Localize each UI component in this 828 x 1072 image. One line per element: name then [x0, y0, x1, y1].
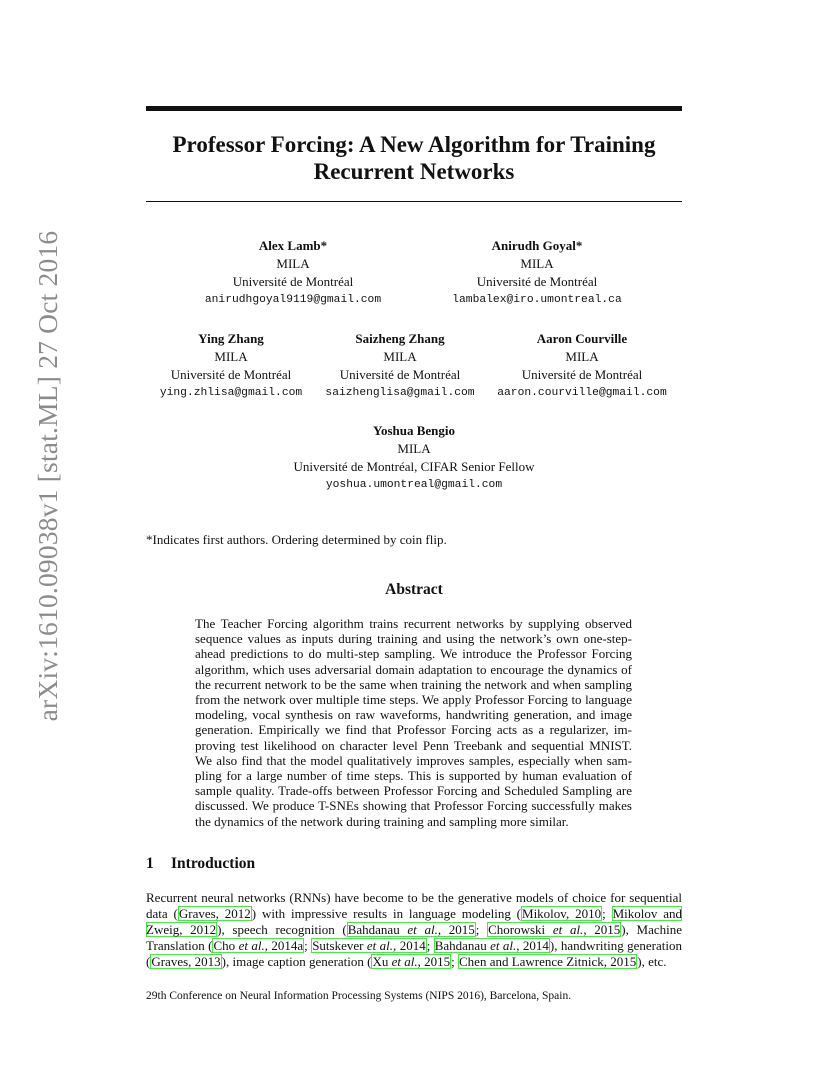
author-name: Yoshua Bengio: [373, 423, 455, 438]
author-block: [146, 330, 316, 402]
author-name: Alex Lamb*: [258, 238, 328, 253]
author-email[interactable]: aaron.courville@gmail.com: [497, 387, 667, 399]
citation-link[interactable]: Graves, 2013: [151, 954, 221, 969]
author-affiliation: MILA: [565, 349, 599, 364]
author-name: Aaron Courville: [536, 331, 628, 346]
body-text: ;: [475, 922, 488, 937]
body-text: ), image caption generation (: [221, 954, 372, 969]
body-text: ;: [602, 906, 612, 921]
section-heading: [146, 855, 255, 873]
body-text: ), speech recognition (: [217, 922, 347, 937]
title-bottom-rule: [146, 201, 682, 202]
author-affiliation: MILA: [520, 256, 554, 271]
first-author-note: *Indicates first authors. Ordering determined by coin flip.: [146, 532, 447, 547]
intro-paragraph: [146, 890, 682, 970]
author-block: [492, 330, 672, 402]
abstract-line: ahead predictions to do multi-step sampling. We introduce the Professor Forcing: [195, 646, 632, 662]
abstract-line: sample quality. Trade-offs between Professor Forcing and Scheduled Sampling are: [195, 783, 632, 799]
abstract-line: modeling, vocal synthesis on raw waveforms, handwriting generation, and image: [195, 707, 632, 723]
body-text: ), Machine Translation (: [146, 922, 683, 953]
author-email[interactable]: lambalex@iro.umontreal.ca: [452, 294, 622, 306]
author-institution: Université de Montréal: [476, 274, 598, 289]
abstract-line: sequence values as inputs during training and using the network’s own one-step-: [195, 631, 632, 647]
body-text: ) with impressive results in language modeling (: [251, 906, 522, 921]
citation-link[interactable]: Xu et al., 2015: [372, 954, 451, 969]
author-name: Saizheng Zhang: [355, 331, 445, 346]
abstract-heading: Abstract: [385, 581, 443, 598]
author-name: Ying Zhang: [198, 331, 264, 346]
abstract-line: discussed. We produce T-SNEs showing that Professor Forcing successfully makes: [195, 798, 632, 814]
paper-title: Professor Forcing: A New Algorithm for Training Recurrent Networks: [172, 132, 656, 184]
author-affiliation: MILA: [214, 349, 248, 364]
author-institution: Université de Montréal: [521, 367, 643, 382]
citation-link[interactable]: Mikolov, 2010: [522, 906, 602, 921]
abstract-line: the dynamics of the network during training and sampling more similar.: [195, 813, 569, 829]
citation-link[interactable]: Chen and Lawrence Zitnick, 2015: [459, 954, 637, 969]
author-block: [193, 237, 393, 309]
citation-link[interactable]: Sutskever et al., 2014: [312, 938, 426, 953]
body-text: ;: [304, 938, 312, 953]
author-email[interactable]: anirudhgoyal9119@gmail.com: [204, 294, 382, 306]
author-email[interactable]: saizhenglisa@gmail.com: [325, 387, 475, 399]
conference-footer: 29th Conference on Neural Information Processing Systems (NIPS 2016), Barcelona, Spain.: [146, 990, 572, 1002]
abstract-text: [195, 616, 632, 829]
abstract-line: from the network over multiple time steps. We apply Professor Forcing to language: [195, 692, 632, 708]
author-affiliation: MILA: [276, 256, 310, 271]
section-title: Introduction: [171, 855, 256, 872]
abstract-line: generation. Empirically we find that Professor Forcing acts as a regularizer, im-: [195, 722, 632, 738]
abstract-line: proving test likelihood on character level Penn Treebank and sequential MNIST.: [195, 737, 632, 753]
citation-link[interactable]: Graves, 2012: [178, 906, 251, 921]
author-institution: Université de Montréal: [170, 367, 292, 382]
body-text: ;: [451, 954, 458, 969]
author-institution: Université de Montréal: [339, 367, 461, 382]
citation-link[interactable]: Cho et al., 2014a: [213, 938, 304, 953]
section-number: 1: [146, 855, 154, 872]
author-institution: Université de Montréal: [232, 274, 354, 289]
citation-link[interactable]: Bahdanau et al., 2015: [347, 922, 475, 937]
author-email[interactable]: ying.zhlisa@gmail.com: [159, 387, 303, 399]
abstract-line: We also find that the model qualitatively improves samples, especially when sam-: [195, 752, 632, 768]
author-institution: Université de Montréal, CIFAR Senior Fellow: [293, 459, 535, 474]
author-affiliation: MILA: [383, 349, 417, 364]
body-text: ;: [426, 938, 434, 953]
citation-link[interactable]: Mikolov and Zweig, 2012: [146, 906, 682, 937]
body-text: ), handwriting generation (: [146, 938, 682, 969]
body-text: ), etc.: [637, 954, 667, 969]
author-name: Anirudh Goyal*: [491, 238, 583, 253]
abstract-line: the recurrent network to be the same when training the network and when sampling: [195, 676, 632, 692]
abstract-line: pling for a large number of time steps. This is supported by human evaluation of: [195, 768, 632, 784]
abstract-line: The Teacher Forcing algorithm trains recurrent networks by supplying observed: [195, 616, 632, 631]
arxiv-id: arXiv:1610.09038v1 [stat.ML] 27 Oct 2016: [32, 230, 63, 722]
author-email[interactable]: yoshua.umontreal@gmail.com: [325, 479, 503, 491]
citation-link[interactable]: Chorowski et al., 2015: [488, 922, 621, 937]
title-top-rule: [146, 106, 682, 111]
citation-link[interactable]: Bahdanau et al., 2014: [434, 938, 549, 953]
author-block: [315, 330, 485, 402]
author-block: [264, 422, 564, 494]
author-block: [437, 237, 637, 309]
body-text: Recurrent neural networks (RNNs) have become to be the generative models of choice for sequential data (: [146, 890, 682, 921]
abstract-line: algorithm, which uses adversarial domain adaptation to encourage the dynamics of: [195, 661, 632, 677]
author-affiliation: MILA: [397, 441, 431, 456]
